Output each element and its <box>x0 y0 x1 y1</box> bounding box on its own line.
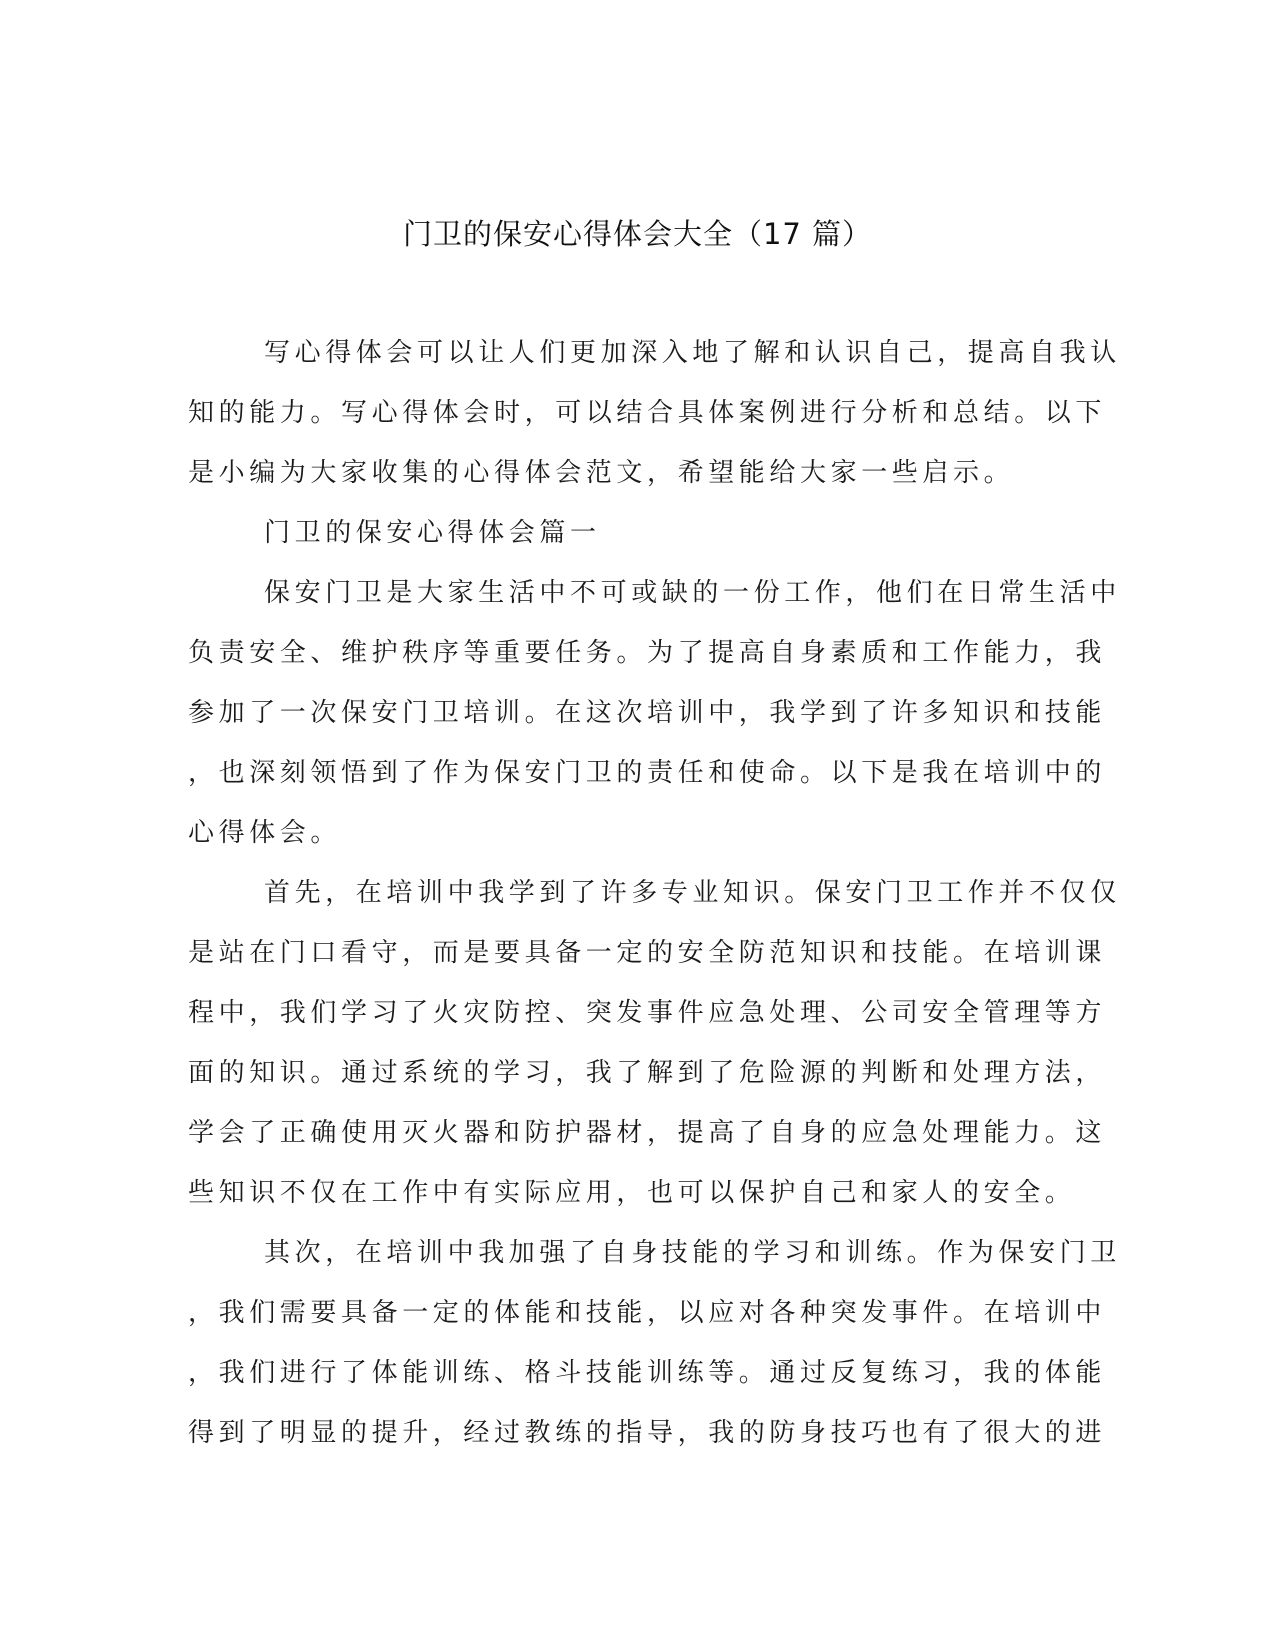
text-line: 是站在门口看守，而是要具备一定的安全防范知识和技能。在培训课 <box>188 938 1107 968</box>
text-line: 写心得体会可以让人们更加深入地了解和认识自己，提高自我认 <box>264 338 1121 368</box>
text-line: 首先，在培训中我学到了许多专业知识。保安门卫工作并不仅仅 <box>264 878 1121 908</box>
text-line: 保安门卫是大家生活中不可或缺的一份工作，他们在日常生活中 <box>264 578 1121 608</box>
text-line: 是小编为大家收集的心得体会范文，希望能给大家一些启示。 <box>188 458 1015 488</box>
text-line: 心得体会。 <box>188 818 342 848</box>
document-title: 门卫的保安心得体会大全（17 篇） <box>402 217 873 251</box>
text-line: 知的能力。写心得体会时，可以结合具体案例进行分析和总结。以下 <box>188 398 1107 428</box>
text-line: 学会了正确使用灭火器和防护器材，提高了自身的应急处理能力。这 <box>188 1118 1107 1148</box>
document-body <box>188 323 1121 1463</box>
text-line: 程中，我们学习了火灾防控、突发事件应急处理、公司安全管理等方 <box>188 998 1107 1028</box>
text-line: ，也深刻领悟到了作为保安门卫的责任和使命。以下是我在培训中的 <box>188 758 1107 788</box>
text-line: ，我们进行了体能训练、格斗技能训练等。通过反复练习，我的体能 <box>188 1358 1107 1388</box>
text-line: 面的知识。通过系统的学习，我了解到了危险源的判断和处理方法， <box>188 1058 1107 1088</box>
text-line: 得到了明显的提升，经过教练的指导，我的防身技巧也有了很大的进 <box>188 1418 1107 1448</box>
text-line: ，我们需要具备一定的体能和技能，以应对各种突发事件。在培训中 <box>188 1298 1107 1328</box>
text-line: 其次，在培训中我加强了自身技能的学习和训练。作为保安门卫 <box>264 1238 1121 1268</box>
text-line: 负责安全、维护秩序等重要任务。为了提高自身素质和工作能力，我 <box>188 638 1107 668</box>
text-line: 参加了一次保安门卫培训。在这次培训中，我学到了许多知识和技能 <box>188 698 1107 728</box>
text-line: 些知识不仅在工作中有实际应用，也可以保护自己和家人的安全。 <box>188 1178 1076 1208</box>
text-line: 门卫的保安心得体会篇一 <box>264 518 601 548</box>
